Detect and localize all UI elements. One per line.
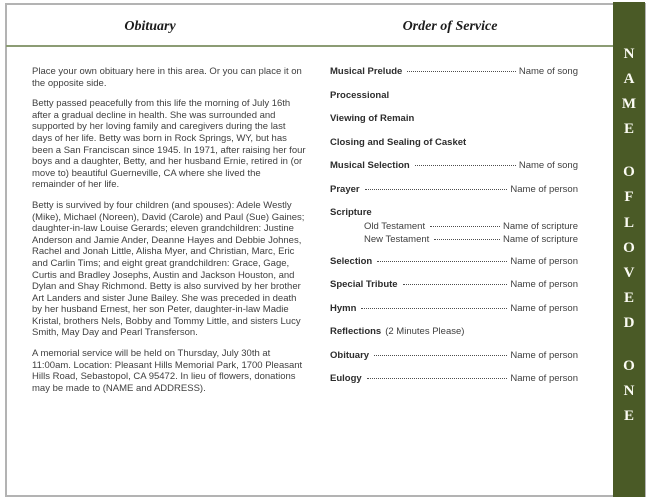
vertical-word (622, 42, 636, 142)
order-of-service-list (330, 66, 578, 397)
service-item-value: Name of person (510, 373, 578, 384)
vertical-name-text (622, 2, 636, 497)
service-item-value: Name of song (518, 160, 578, 171)
service-item-value: Name of person (510, 255, 578, 267)
service-item-eulogy (330, 373, 578, 385)
dot-leader (403, 284, 508, 285)
service-item-label: Old Testament (364, 221, 426, 232)
scripture-sub-items (330, 221, 578, 246)
dot-leader (430, 226, 500, 227)
service-item-value: Name of person (510, 302, 578, 314)
dot-leader (434, 239, 500, 240)
service-item-label: Musical Prelude (330, 66, 403, 77)
side-accent-bar (613, 2, 645, 497)
service-item-label: Viewing of Remain (330, 113, 415, 124)
service-item-new-testament (364, 234, 578, 246)
dot-leader (377, 261, 507, 262)
service-item-label: Scripture (330, 207, 372, 218)
service-item-special-tribute (330, 279, 578, 291)
dot-leader (415, 165, 516, 166)
service-item-obituary (330, 350, 578, 362)
service-item-scripture (330, 207, 578, 219)
service-item-processional (330, 90, 578, 102)
vertical-letter: O (623, 358, 635, 374)
dot-leader (407, 71, 516, 72)
vertical-letter: N (623, 46, 635, 62)
vertical-letter: V (623, 265, 635, 281)
service-item-label: Musical Selection (330, 160, 410, 171)
service-item-label: Obituary (330, 349, 370, 361)
service-item-label: New Testament (364, 233, 430, 245)
vertical-letter: A (623, 71, 635, 87)
service-item-label: Special Tribute (330, 279, 398, 290)
service-item-musical-prelude (330, 66, 578, 78)
service-item-value: Name of song (518, 66, 578, 77)
service-item-prayer (330, 184, 578, 196)
service-item-label: Eulogy (330, 373, 362, 384)
dot-leader (365, 189, 508, 190)
vertical-letter: L (623, 215, 634, 231)
service-item-reflections (330, 326, 578, 338)
service-item-label: Hymn (330, 302, 357, 314)
obituary-paragraph: Betty passed peacefully from this life the morning of July 16th after a gradual decline in health. She was surrounded and supported by her loving family and caregivers during the last days of her life. Betty was born in Rock Springs, WY, but has been a San Franciscan since 1945. In 1971, after raising her four boys and a daughter, Betty, and her husband Ernie, retired in (or move to) beautiful Guerneville, CA where she lived the remainder of her life. (32, 98, 306, 191)
dot-leader (361, 308, 507, 309)
service-item-musical-selection (330, 160, 578, 172)
service-item-label: Reflections (330, 326, 382, 337)
service-item-value: Name of scripture (503, 221, 578, 232)
service-item-note: (2 Minutes Please) (385, 326, 465, 337)
vertical-word (623, 211, 635, 336)
obituary-paragraph: A memorial service will be held on Thursday, July 30th at 11:00am. Location: Pleasant Hills Memorial Park, 1700 Pleasant Hills Road, Sebastopol, CA 95472. In lieu of flowers, donations may be made to (NAME and ADDRESS). (32, 348, 303, 394)
obituary-paragraph: Place your own obituary here in this area. Or you can place it on the opposite side. (32, 66, 302, 89)
vertical-word (623, 160, 635, 210)
service-item-hymn (330, 303, 578, 315)
vertical-letter: N (623, 383, 635, 399)
obituary-text-block (32, 66, 306, 394)
vertical-letter: M (621, 96, 637, 112)
service-item-label: Selection (330, 255, 373, 267)
service-item-value: Name of person (510, 183, 578, 195)
vertical-letter: D (623, 315, 635, 331)
vertical-word (623, 354, 635, 429)
vertical-letter: E (623, 408, 634, 424)
obituary-paragraph: Betty is survived by four children (and spouses): Adele Westly (Mike), Michael (Noreen), David (Carole) and Paul (Sue) Gaines; daughter-in-law Louise Gerards; eleven grandchildren: Justine Anderson and Jamie Ander, Deanne Hayes and Debbie Johnes, Rachel and Jonah Little, Alisha Myer, and Christian, Marc, Eric and Carlin Tims; and eight great grandchildren: Grace, Gage, Curtis and Bradley Josephs, Austin and Jackson Houston, and Dylan and Shay Richmond. Betty is also survived by her brother Art Landers and sister June Bailey. She was preceded in death by her husband Ernest, her son Peter, daughter-in-law Madie Kristal, brothers Nels, Bobby and Tommy Little, and sisters Lucy Smith, May Day and Pearl Transferson. (32, 199, 305, 339)
service-item-closing-and-sealing (330, 137, 578, 149)
service-item-label: Processional (330, 89, 390, 101)
service-item-label: Closing and Sealing of Casket (330, 136, 467, 148)
vertical-letter: E (623, 121, 634, 137)
obituary-title: Obituary (124, 19, 176, 34)
vertical-letter: O (623, 164, 635, 180)
service-item-selection (330, 256, 578, 268)
vertical-letter: E (623, 290, 634, 306)
service-item-value: Name of person (510, 279, 578, 290)
dot-leader (367, 378, 508, 379)
dot-leader (374, 355, 507, 356)
service-item-old-testament (364, 221, 578, 233)
service-item-value: Name of scripture (503, 233, 578, 245)
service-item-viewing-of-remain (330, 113, 578, 125)
header-divider-rule (6, 45, 613, 47)
order-of-service-title: Order of Service (402, 19, 498, 34)
service-item-value: Name of person (510, 349, 578, 361)
service-item-label: Prayer (330, 183, 360, 195)
vertical-letter: O (623, 240, 635, 256)
vertical-letter: F (624, 189, 634, 205)
